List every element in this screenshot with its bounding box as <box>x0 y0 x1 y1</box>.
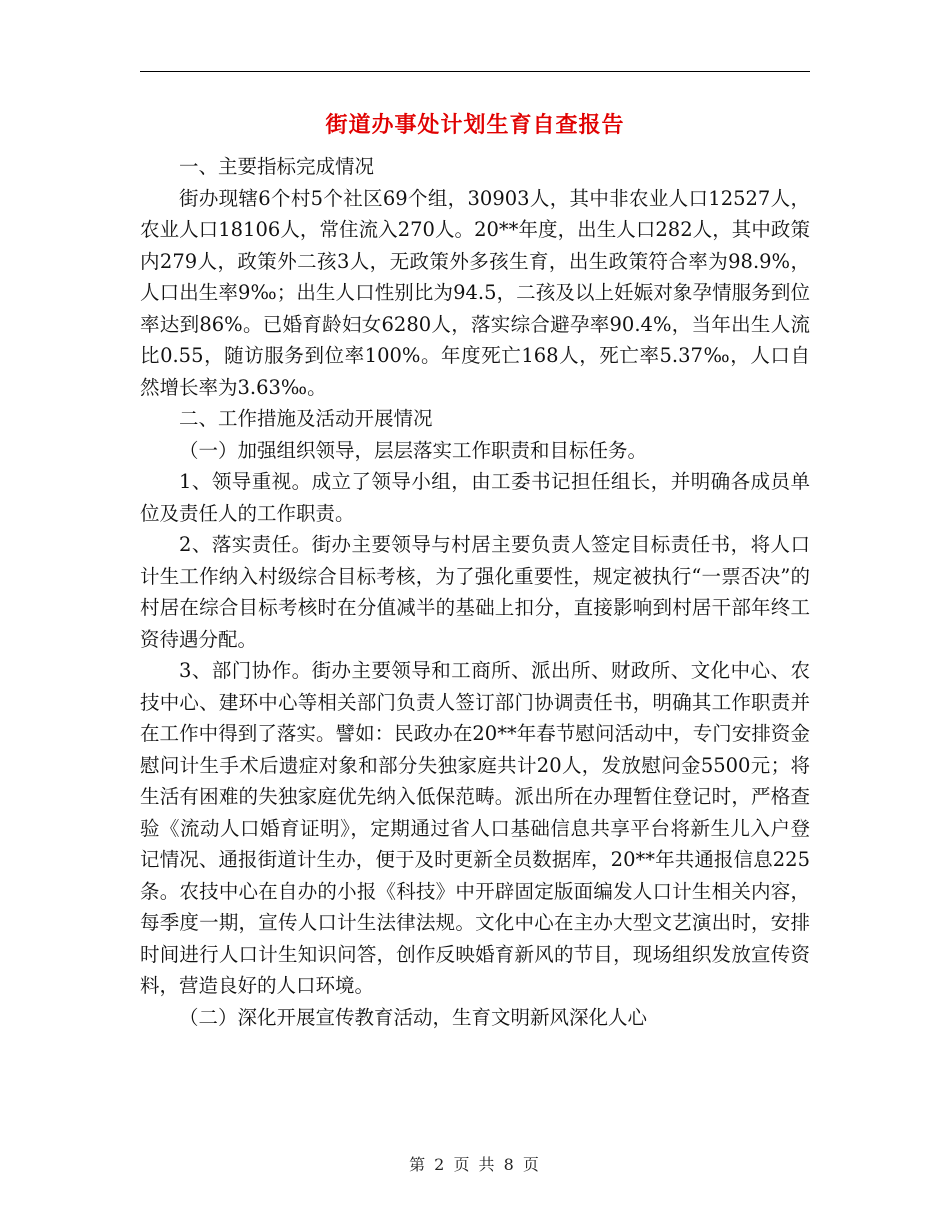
paragraph-cooperation: 3、部门协作。街办主要领导和工商所、派出所、财政所、文化中心、农技中心、建环中心等相关部门负责人签订部门协调责任书，明确其工作职责并在工作中得到了落实。譬如：民政办在20**年春节慰问活动中，专门安排资金慰问计生手术后遗症对象和部分失独家庭共计20人，发放慰问金5500元；将生活有困难的失独家庭优先纳入低保范畴。派出所在办理暂住登记时，严格查验《流动人口婚育证明》，定期通过省人口基础信息共享平台将新生儿入户登记情况、通报街道计生办，便于及时更新全员数据库，20**年共通报信息225条。农技中心在自办的小报《科技》中开辟固定版面编发人口计生相关内容，每季度一期，宣传人口计生法律法规。文化中心在主办大型文艺演出时，安排时间进行人口计生知识问答，创作反映婚育新风的节目，现场组织发放宣传资料，营造良好的人口环境。 <box>140 659 810 997</box>
paragraph-leadership: 1、领导重视。成立了领导小组，由工委书记担任组长，并明确各成员单位及责任人的工作职责。 <box>140 470 810 525</box>
paragraph-responsibility: 2、落实责任。街办主要领导与村居主要负责人签定目标责任书，将人口计生工作纳入村级综合目标考核，为了强化重要性，规定被执行“一票否决”的村居在综合目标考核时在分值减半的基础上扣分，直接影响到村居干部年终工资待遇分配。 <box>140 533 810 651</box>
subsection-heading-2: （二）深化开展宣传教育活动，生育文明新风深化人心 <box>179 1005 648 1029</box>
document-body <box>140 151 810 1033</box>
paragraph-indicators: 街办现辖6个村5个社区69个组，30903人，其中非农业人口12527人，农业人口18106人，常住流入270人。20**年度，出生人口282人，其中政策内279人，政策外二孩3人，无政策外多孩生育，出生政策符合率为98.9%，人口出生率9‰；出生人口性别比为94.5，二孩及以上妊娠对象孕情服务到位率达到86%。已婚育龄妇女6280人，落实综合避孕率90.4%，当年出生人流比0.55，随访服务到位率100%。年度死亡168人，死亡率5.37‰，人口自然增长率为3.63‰。 <box>140 186 810 399</box>
subsection-heading-1: （一）加强组织领导，层层落实工作职责和目标任务。 <box>179 438 648 462</box>
document-title: 街道办事处计划生育自查报告 <box>325 112 625 138</box>
header-rule <box>140 71 810 72</box>
section-heading-2: 二、工作措施及活动开展情况 <box>179 407 433 430</box>
page-number-footer: 第 2 页 共 8 页 <box>409 1155 541 1174</box>
section-heading-1: 一、主要指标完成情况 <box>179 155 375 178</box>
